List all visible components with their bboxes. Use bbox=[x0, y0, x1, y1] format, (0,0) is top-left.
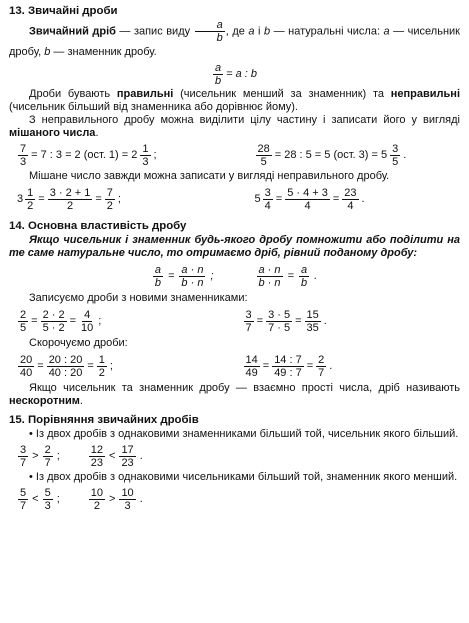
definition-paragraph: Звичайний дріб — запис виду $\frac{a}{b}$ , де a і b — натуральні числа: a — чисельник дробу, b — знаменник дробу. bbox=[9, 19, 460, 58]
section-15-title: 15. Порівняння звичайних дробів bbox=[9, 414, 199, 426]
compare-examples-1: $\frac{3}{7}$ > $\frac{2}{7}$ ; $\frac{12}{23}$ < $\frac{17}{23}$ . bbox=[20, 443, 143, 469]
example-3-7: $\frac{3}{7}$ = $\frac{3 \cdot 5}{7 \cdot 5}$ = $\frac{15}{35}$ . bbox=[245, 308, 327, 334]
example-2-5: $\frac{2}{5}$ = $\frac{2 \cdot 2}{5 \cdot 2}$ = $\frac{4}{10}$ ; bbox=[20, 308, 102, 334]
example-28-5: $\frac{28}{5}$ = 28 : 5 = 5 (ост. 3) = 5 $\frac{3}{5}$ . bbox=[257, 142, 407, 168]
reduce-examples-row bbox=[9, 350, 460, 382]
fraction-types-paragraph: Дроби бувають правильні (чисельник менший за знаменник) та неправильні (чисельник більший від знаменника або дорівнює йому). bbox=[9, 88, 460, 113]
formula-a-div-b: $\frac{a}{b}$ = a : b bbox=[214, 61, 257, 87]
basic-property-formulas: $\frac{a}{b}$ = $\frac{a \cdot n}{b \cdot n}$ ; $\frac{a \cdot n}{b \cdot n}$ = $\frac{a}{b}$ . bbox=[154, 263, 318, 289]
section-14-title: 14. Основна властивість дробу bbox=[9, 220, 187, 232]
same-numerator-rule: • Із двох дробів з однаковими чисельниками більший той, знаменник якого менший. bbox=[29, 471, 458, 483]
section-13-title: 13. Звичайні дроби bbox=[9, 5, 118, 17]
expand-examples-row bbox=[9, 305, 460, 337]
basic-property-rule: Якщо чисельник і знаменник будь-якого дробу помножити або поділити на те саме натуральне число, то отримаємо дріб, рівний поданому дробу: bbox=[9, 234, 460, 259]
example-20-40: $\frac{20}{40}$ = $\frac{20 : 20}{40 : 20}$ = $\frac{1}{2}$ ; bbox=[20, 353, 113, 379]
mixed-examples-row bbox=[9, 140, 460, 170]
mixed-to-improper-paragraph: Мішане число завжди можна записати у вигляді неправильного дробу. bbox=[29, 170, 390, 182]
mixed-number-paragraph: З неправильного дробу можна виділити цілу частину і записати його у вигляді мішаного числа. bbox=[9, 114, 460, 139]
irreducible-paragraph: Якщо чисельник та знаменник дробу — взаємно прості числа, дріб називають нескоротним. bbox=[9, 382, 460, 407]
reduce-caption: Скорочуємо дроби: bbox=[29, 337, 128, 349]
compare-examples-2: $\frac{5}{7}$ < $\frac{5}{3}$ ; $\frac{10}{2}$ > $\frac{10}{3}$ . bbox=[20, 486, 143, 512]
new-denominators-caption: Записуємо дроби з новими знаменниками: bbox=[29, 292, 248, 304]
fraction-a-b: $\frac{a}{b}$ bbox=[195, 19, 225, 44]
example-5-3-4: 5 $\frac{3}{4}$ = $\frac{5 \cdot 4 + 3}{4}$ = $\frac{23}{4}$ . bbox=[254, 186, 365, 212]
example-7-3: $\frac{7}{3}$ = 7 : 3 = 2 (ост. 1) = 2 $\frac{1}{3}$ ; bbox=[20, 142, 157, 168]
improper-examples-row bbox=[9, 183, 460, 215]
same-denominator-rule: • Із двох дробів з однаковими знаменниками більший той, чисельник якого більший. bbox=[29, 428, 459, 440]
definition-term: Звичайний дріб bbox=[29, 25, 116, 38]
example-3-1-2: 3 $\frac{1}{2}$ = $\frac{3 \cdot 2 + 1}{2}$ = $\frac{7}{2}$ ; bbox=[17, 186, 121, 212]
example-14-49: $\frac{14}{49}$ = $\frac{14 : 7}{49 : 7}$ = $\frac{2}{7}$ . bbox=[245, 353, 333, 379]
